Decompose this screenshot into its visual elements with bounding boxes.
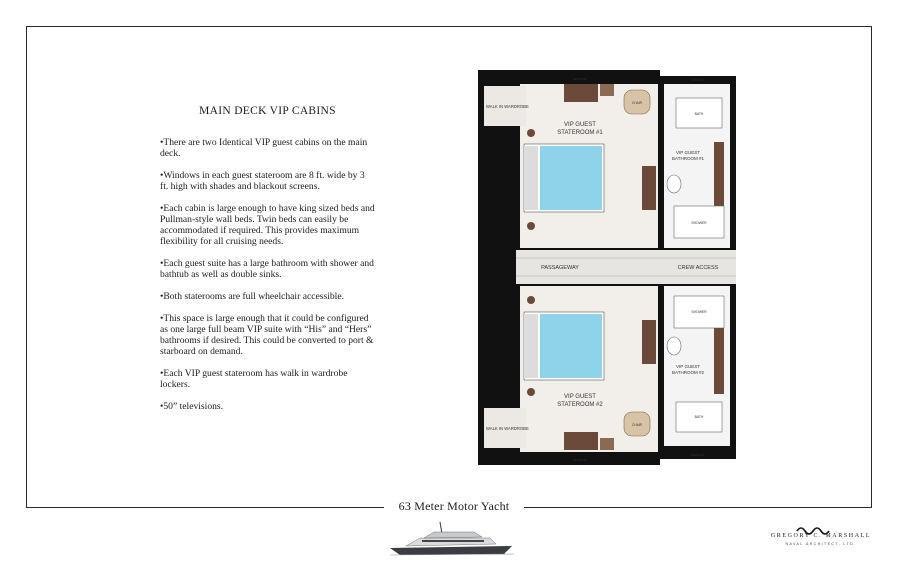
label-chair-1: CHAIR [632, 101, 642, 105]
logo-subtitle: NAVAL ARCHITECT, LTD. [785, 542, 857, 546]
bullet-3: •Each cabin is large enough to have king sized beds and Pullman-style wall beds. Twin beds can easily be accommodated if required. This provides maximum flexibility for all cruising needs. [160, 203, 375, 247]
label-bath-2: BATH [694, 415, 704, 419]
label-chair-2: CHAIR [632, 423, 642, 427]
label-bathroom-1a: VIP GUEST [676, 150, 700, 155]
label-stateroom-2a: VIP GUEST [564, 394, 596, 400]
floor-plan [478, 70, 736, 465]
section-heading: MAIN DECK VIP CABINS [199, 105, 336, 117]
bullet-8: •50” televisions. [160, 401, 224, 412]
label-stateroom-1b: STATEROOM #1 [557, 130, 603, 136]
label-passageway: PASSAGEWAY [541, 265, 579, 271]
label-window-4: WINDOW [691, 453, 705, 457]
bullet-5: •Both staterooms are full wheelchair accessible. [160, 291, 344, 302]
label-bath-1: BATH [694, 112, 704, 116]
bullet-2: •Windows in each guest stateroom are 8 ft. wide by 3 ft. high with shades and blackout screens. [160, 170, 365, 192]
label-wardrobe-2: WALK IN WARDROBE [486, 426, 529, 431]
label-stateroom-2b: STATEROOM #2 [557, 402, 603, 408]
label-bathroom-2b: BATHROOM #2 [672, 370, 704, 375]
bullet-6: •This space is large enough that it could be configured as one large full beam VIP suite with “His” and “Hers” bathrooms if desired. This could be converted to port & starboard on demand. [160, 313, 374, 357]
bullet-1: •There are two Identical VIP guest cabins on the main deck. [160, 137, 368, 159]
logo-name: GREGORY C. MARSHALL [770, 533, 872, 539]
text-column [160, 106, 375, 423]
label-crew-access: CREW ACCESS [677, 265, 719, 271]
label-window-1: WINDOW [573, 77, 587, 81]
bullet-7: •Each VIP guest stateroom has walk in wardrobe lockers. [160, 368, 348, 390]
page-frame [26, 26, 872, 508]
yacht-illustration [386, 520, 518, 558]
label-shower-2: SHOWER [691, 310, 707, 314]
label-window-2: WINDOW [691, 78, 705, 82]
label-window-3: WINDOW [573, 458, 587, 462]
label-shower-1: SHOWER [691, 221, 707, 225]
label-stateroom-1a: VIP GUEST [564, 122, 596, 128]
label-wardrobe-1: WALK IN WARDROBE [486, 104, 529, 109]
caption-title: 63 Meter Motor Yacht [384, 499, 524, 514]
bullet-4: •Each guest suite has a large bathroom with shower and bathtub as well as double sinks. [160, 258, 374, 280]
label-bathroom-1b: BATHROOM #1 [672, 156, 704, 161]
label-bathroom-2a: VIP GUEST [676, 364, 700, 369]
